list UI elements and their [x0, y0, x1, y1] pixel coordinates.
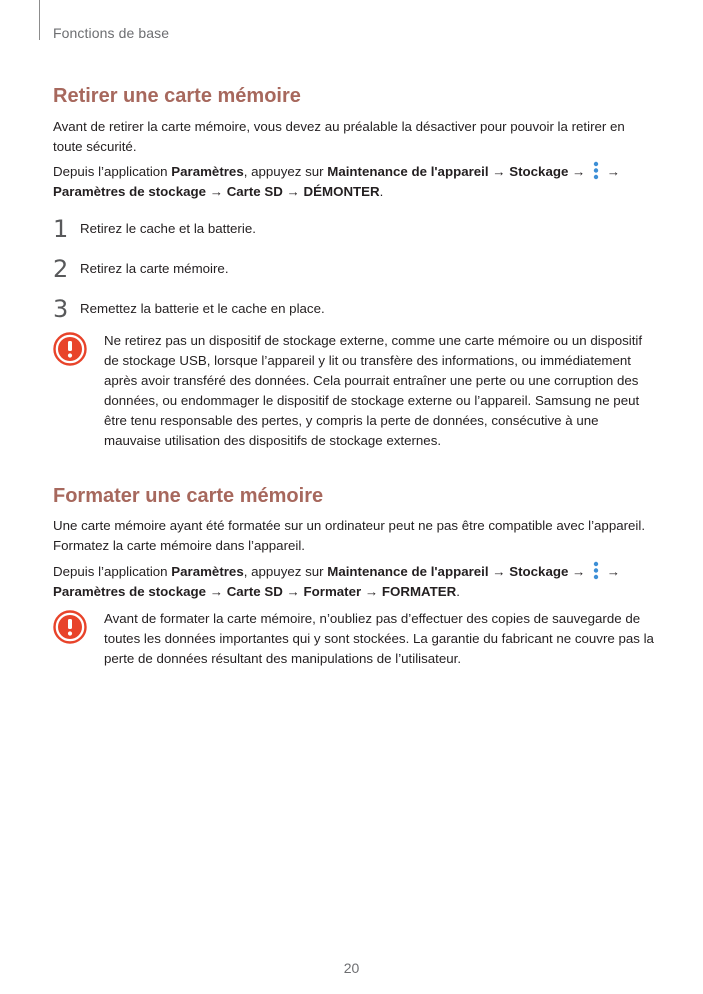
storage-label: Stockage: [509, 564, 569, 579]
step-3: [53, 295, 325, 323]
page-number: 20: [343, 960, 360, 976]
sd-card-label: Carte SD: [226, 184, 283, 199]
more-options-icon: [591, 561, 601, 580]
remove-card-path: Depuis l’application Paramètres, appuyez sur Maintenance de l'appareil → Stockage → → Paramètres de stockage → Carte SD → DÉMONTER.: [53, 161, 658, 202]
step-2: [53, 255, 229, 283]
chapter-header: Fonctions de base: [53, 25, 170, 41]
step-number: 3: [53, 295, 69, 323]
format-card-path: Depuis l’application Paramètres, appuyez sur Maintenance de l'appareil → Stockage → → Paramètres de stockage → Carte SD → Formater → FORMATER.: [53, 561, 658, 602]
step-number: 2: [53, 255, 69, 283]
caution-text: Ne retirez pas un dispositif de stockage externe, comme une carte mémoire ou un dispositif de stockage USB, lorsque l’appareil y lit ou transfère des informations, ou immédiatement après avoir transféré des données. Cela pourrait entraîner une perte ou une corruption des données, ou endommager le dispositif de stockage externe ou l’appareil. Samsung ne peut être tenu responsable des pertes, y compris la perte de données, consécutive à une mauvaise utilisation des dispositifs de stockage externes.: [104, 333, 643, 448]
device-maintenance-label: Maintenance de l'appareil: [327, 164, 489, 179]
storage-settings-label: Paramètres de stockage: [53, 184, 206, 199]
format-card-intro: Une carte mémoire ayant été formatée sur un ordinateur peut ne pas être compatible avec l’appareil. Formatez la carte mémoire dans l’appareil.: [53, 518, 646, 553]
sd-card-label: Carte SD: [226, 584, 283, 599]
format-action-label: FORMATER: [381, 584, 457, 599]
more-options-icon: [591, 161, 601, 180]
device-maintenance-label: Maintenance de l'appareil: [327, 564, 489, 579]
section-title-remove-card: Retirer une carte mémoire: [53, 85, 301, 107]
unmount-label: DÉMONTER: [303, 184, 380, 199]
step-text: Retirez la carte mémoire.: [80, 261, 229, 276]
caution-text: Avant de formater la carte mémoire, n’oubliez pas d’effectuer des copies de sauvegarde de toutes les données importantes qui y sont stockées. La garantie du fabricant ne couvre pas la perte de données résultant des manipulations de l’utilisateur.: [104, 611, 654, 666]
caution-icon: [53, 610, 87, 644]
section-title-format-card: Formater une carte mémoire: [53, 485, 324, 507]
storage-label: Stockage: [509, 164, 569, 179]
header-divider: [39, 0, 40, 40]
settings-app-label: Paramètres: [171, 164, 244, 179]
step-text: Retirez le cache et la batterie.: [80, 221, 256, 236]
step-1: [53, 215, 256, 243]
step-number: 1: [53, 215, 69, 243]
caution-format-card: [53, 609, 653, 674]
storage-settings-label: Paramètres de stockage: [53, 584, 206, 599]
settings-app-label: Paramètres: [171, 564, 244, 579]
caution-remove-card: [53, 331, 653, 456]
remove-card-intro: Avant de retirer la carte mémoire, vous devez au préalable la désactiver pour pouvoir la retirer en toute sécurité.: [53, 119, 625, 154]
step-text: Remettez la batterie et le cache en place.: [80, 301, 325, 316]
caution-icon: [53, 332, 87, 366]
format-label: Formater: [303, 584, 362, 599]
